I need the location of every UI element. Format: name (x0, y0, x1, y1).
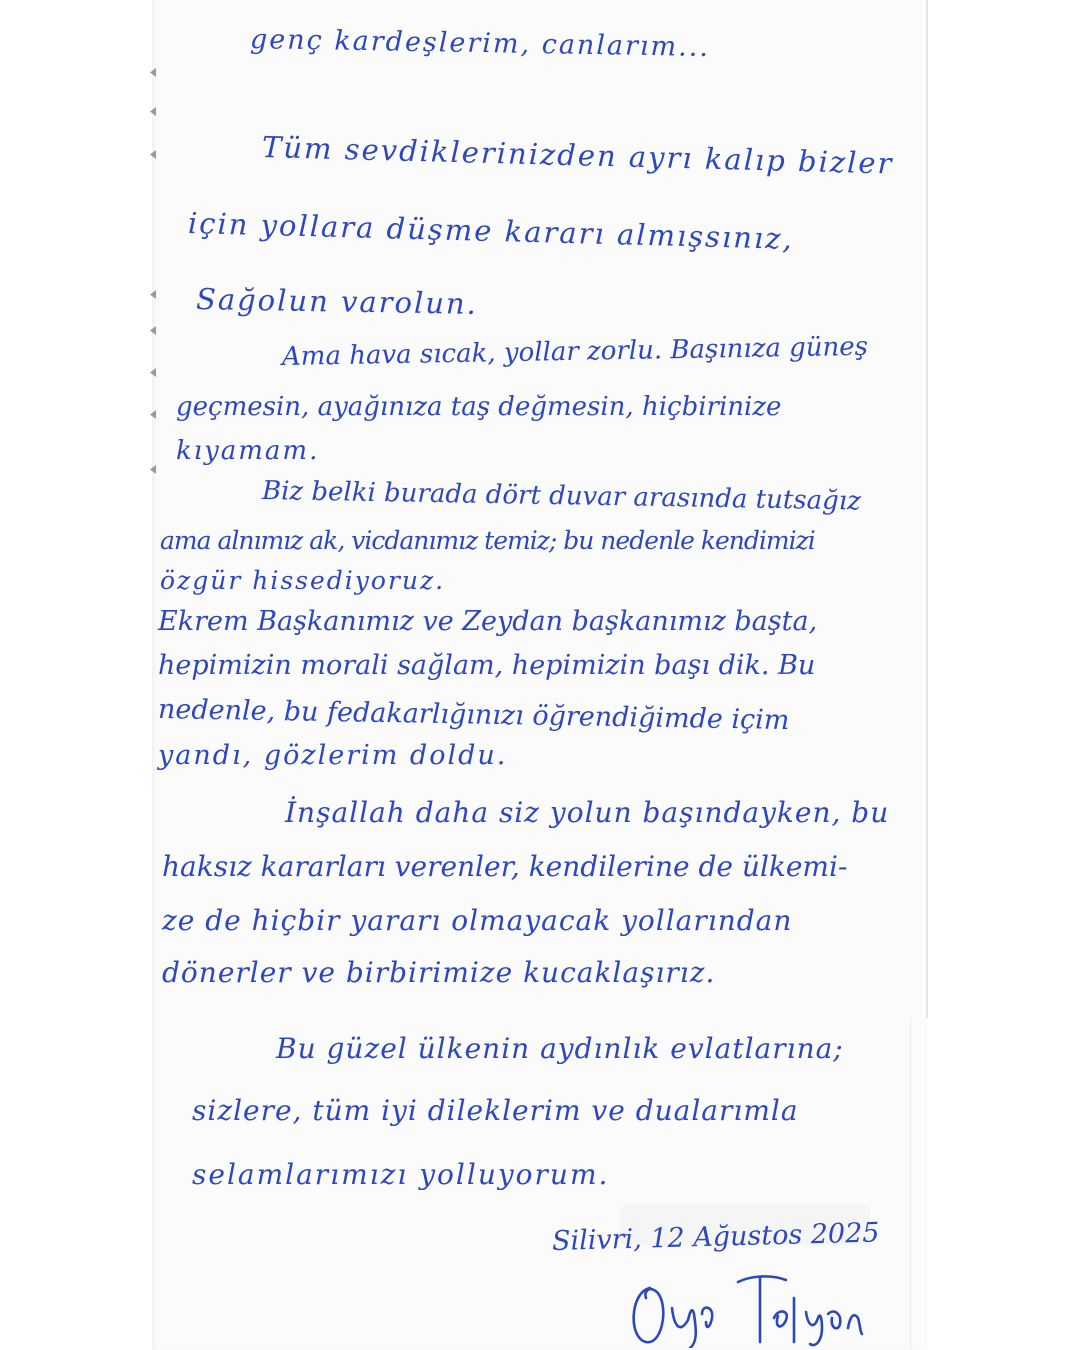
letter-line: selamlarımızı yolluyorum. (192, 1158, 610, 1191)
signature (610, 1268, 870, 1348)
letter-line: ze de hiçbir yararı olmayacak yollarından (162, 904, 793, 937)
letter-line: Biz belki burada dört duvar arasında tutsağız (261, 476, 862, 517)
paper-edge (926, 0, 928, 1018)
letter-line: İnşallah daha siz yolun başındayken, bu (285, 796, 890, 829)
letter-line: dönerler ve birbirimize kucaklaşırız. (162, 956, 716, 989)
letter-line: hepimizin morali sağlam, hepimizin başı dik. Bu (158, 650, 816, 681)
letter-line: Sağolun varolun. (195, 282, 479, 321)
letter-line: kıyamam. (176, 436, 320, 466)
letter-line: haksız kararları verenler, kendilerine de ülkemi- (162, 850, 848, 883)
letter-line: Ama hava sıcak, yollar zorlu. Başınıza güneş (281, 331, 869, 372)
letter-line: ama alnımız ak, vicdanımız temiz; bu nedenle kendimizi (160, 526, 815, 555)
letter-line: yandı, gözlerim doldu. (158, 740, 508, 771)
letter-line: Tüm sevdiklerinizden ayrı kalıp bizler (261, 130, 894, 181)
letter-line: için yollara düşme kararı almışsınız, (187, 206, 795, 256)
letter-line: nedenle, bu fedakarlığınızı öğrendiğimde içim (157, 694, 790, 737)
letter-line: geçmesin, ayağınıza taş değmesin, hiçbirinize (176, 392, 782, 422)
letter-line: özgür hissediyoruz. (160, 566, 446, 595)
letter-line: genç kardeşlerim, canlarım... (249, 24, 711, 64)
place-date: Silivri, 12 Ağustos 2025 (551, 1217, 880, 1257)
letter-line: sizlere, tüm iyi dileklerim ve dualarımla (192, 1094, 799, 1127)
letter-line: Bu güzel ülkenin aydınlık evlatlarına; (276, 1032, 844, 1065)
paper-lower-edge (910, 1018, 911, 1350)
letter-line: Ekrem Başkanımız ve Zeydan başkanımız başta, (158, 606, 818, 637)
